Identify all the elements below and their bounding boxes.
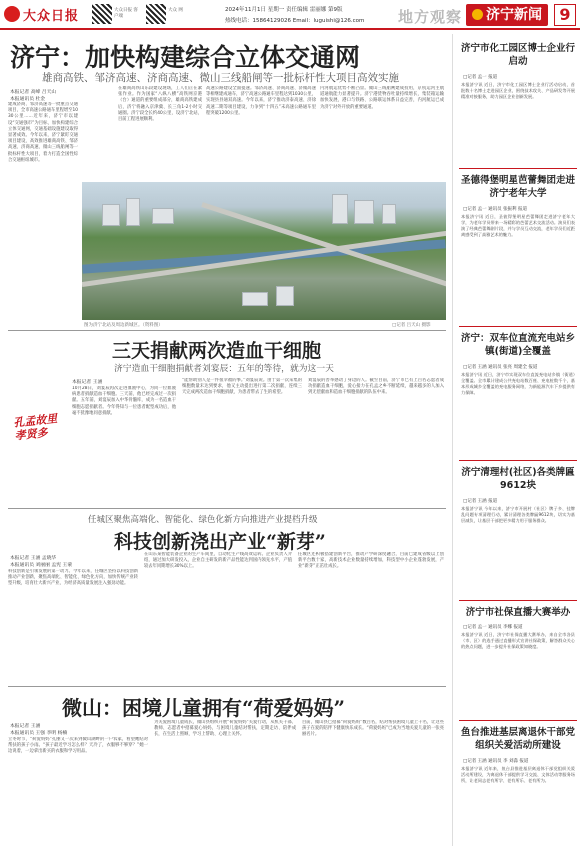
photo-building [276, 286, 294, 306]
sidebar-headline: 圣德得堡明星芭蕾舞团走进济宁老年大学 [460, 175, 575, 199]
sidebar-headline: 济宁清理村(社区)各类牌匾9612块 [461, 467, 575, 491]
tech-byline: 本报记者 王涵 孟晓华 [10, 556, 57, 561]
lead-subtitle: 雄商高铁、邹济高速、济商高速、微山三线船闸等一批标杆性大项目高效实施 [42, 72, 399, 84]
sidebar-divider [459, 326, 577, 327]
tech-kicker: 任城区聚焦高端化、智能化、绿色化新方向推进产业提档升级 [88, 515, 318, 525]
lotus-text-col-2: 为关爱困境儿童成长，微山县组织开展“荷爱妈妈”关爱行动，从机关干部、教师、志愿者中招募爱心妈妈，与困境儿童结对帮扶，定期走访、陪伴成长，在生活上照顾、学习上帮助、心理上关怀。 [154, 720, 296, 738]
logo-icon [4, 6, 20, 22]
divider [8, 330, 446, 331]
lotus-headline: 微山：困境儿童拥有“荷爱妈妈” [62, 696, 346, 720]
lead-text-col-3: 高速公路建设全面提速。邹济高速、济商高速、济微高速等相继建成通车，济宁高速公路通车里程达到1030公里，实现县县通双高速。今年以来，济宁推动济泰高速、济徐高速二期等项目建设，力争到“十四五”末高速公路通车里程突破1200公里。 [206, 86, 316, 116]
lead-byline-2: 本报通讯员 杜金 [10, 97, 46, 102]
qr-label: 大众 网 [168, 8, 183, 13]
dateline: 2024年11月1日 星期一 责任编辑 雷丽娜 第9版 [225, 7, 343, 13]
sidebar-text: 本报济宁讯 近日，济宁市实现双车位直流充电站乡镇（街道）全覆盖。全市累计建成公共充电站数百座、充电桩数千个，基本形成城乡全覆盖的充电服务网络，为新能源汽车下乡提供有力保障。 [461, 372, 575, 395]
qr-code-icon [146, 4, 166, 24]
lotus-byline: 本报记者 王涵 [10, 724, 41, 729]
lotus-byline-2: 本报通讯员 王强 李明 杨楠 [10, 731, 68, 736]
sidebar-text: 本报济宁讯 近日，圣彼得堡明星芭蕾舞团走进济宁老年大学，为老年学员带来一场精彩的芭蕾艺术交流活动。演员们表演了经典芭蕾舞剧片段，并与学员互动交流，老年学员们近距离感受到了高雅艺术的魅力。 [461, 214, 575, 237]
blood-text-col-3: 刘宴辰的善举感动了身边的人。截至目前，济宁市已有上百名志愿者成功捐献造血干细胞，爱心接力在孔孟之乡不断延续，越来越多的人加入到无偿献血和造血干细胞捐献的队伍中来。 [308, 378, 444, 396]
lead-text-col-1: 建成济商、邹济高速等一批重点交通项目，全市高速公路通车里程增至1030公里……近年来，济宁市以建设“交通强市”为目标，加快构建综合立体交通网，交通基础设施建设取得显著成效。今年以来，济宁紧盯交通项目建设，高效推进雄商高铁、邹济高速、济商高速、微山三线船闸等一批标杆性大项目，着力打造全国性综合交通枢纽城市。 [8, 102, 78, 163]
sidebar-headline: 济宁：双车位直流充电站乡镇(街道)全覆盖 [460, 333, 575, 357]
lead-photo [82, 182, 446, 320]
sidebar-text: 本报济宁讯 今年以来，济宁市开展村（社区）牌子多、挂牌乱问题专项清理行动，累计清理各类牌匾9612块，切实为基层减负，让基层干部把更多精力用于服务群众。 [461, 506, 575, 523]
blood-headline: 三天捐献两次造血干细胞 [112, 340, 322, 362]
sidebar-headline: 鱼台推进基层离退休干部党组织关爱活动所建设 [460, 727, 575, 751]
sidebar-byline: □记者 孟一 通讯员 张振利 报道 [463, 207, 527, 212]
blood-byline: 本报记者 王涵 [72, 380, 103, 385]
page-number: 9 [554, 4, 576, 26]
lead-byline: 本报记者 高峰 吕天山 [10, 90, 57, 95]
masthead [0, 0, 580, 30]
sidebar-text: 本报济宁讯 近年来，鱼台县推进基层离退休干部党组织关爱活动所建设，为离退休干部提供学习交流、文体活动等服务场所，让老同志老有所学、老有所乐、老有所为。 [461, 766, 575, 783]
column-kicker: 孔孟故里 孝贤多 [12, 412, 58, 443]
sun-icon [472, 9, 483, 20]
qr-code-icon [92, 4, 112, 24]
photo-road [82, 229, 446, 287]
photo-building [242, 292, 268, 306]
lead-photo-credit: □记者 吕天山 摄影 [392, 323, 431, 328]
logo-text: 大众日报 [23, 8, 80, 24]
sidebar-byline: □记者 王涵 通讯员 李 刘淼 报道 [463, 759, 529, 764]
sidebar-byline: □记者 王涵 报道 [463, 499, 498, 504]
sidebar [452, 34, 580, 846]
photo-building [354, 200, 374, 224]
hotline: 热线电话：15864129026 Email：luguishi@126.com [225, 18, 365, 24]
divider [8, 508, 446, 509]
lead-text-col-4: 内河航运优势不断凸显。微山三线船闸建成投用，京杭运河主航道通航能力显著提升。济宁港货物吞吐量持续增长，集装箱运输加快发展，港口与铁路、公路联运体系日益完善，内河航运已成为济宁对外开放的重要通道。 [320, 86, 444, 110]
lead-headline: 济宁：加快构建综合立体交通网 [10, 43, 361, 72]
section-name: 济宁新闻 [466, 4, 548, 26]
lotus-text-col-1: 立冬时节，“荷爱妈妈”孔丽又一次来到微山湖畔的一户农家，看望她结对帮扶的孩子小雨。“孩子最近学习怎么样？天冷了，衣服够不够穿？”她一边说着，一边拿出新买的衣服和学习用品。 [8, 737, 148, 755]
sidebar-divider [459, 460, 577, 461]
qr-label: 大众日报 客户端 [114, 8, 138, 19]
lotus-text-col-3: 目前，微山县已招募“荷爱妈妈”数百名，结对帮扶困境儿童上千名，让这些孩子在爱的陪伴下健康快乐成长。“荷爱妈妈”已成为当地关爱儿童的一张亮丽名片。 [302, 720, 444, 738]
newspaper-logo [4, 4, 79, 24]
divider [8, 686, 446, 687]
lead-photo-caption: 图为济宁北站及周边新城区。（资料图） [84, 323, 163, 328]
blood-text-col-2: “能帮助别人是一件很幸福的事。”刘宴辰说。由于第一次采集的细胞数量未达到要求，他又主动提出进行第二次捐献，连续三天完成两次造血干细胞捐献，为患者带去了生的希望。 [182, 378, 302, 396]
sidebar-text: 本报济宁讯 近日，济宁市社保直播大赛举办，来自全市各县（市、区）的选手通过直播形式宣讲社保政策，解答群众关心的热点问题，进一步提升社保政策知晓度。 [461, 632, 575, 649]
sidebar-headline: 济宁市化工园区博士企业行启动 [460, 43, 575, 67]
sidebar-divider [459, 168, 577, 169]
blood-subtitle: 济宁造血干细胞捐献者刘宴辰：五年的等待，就为这一天 [114, 364, 334, 374]
photo-building [152, 208, 174, 224]
photo-building [382, 204, 396, 224]
tech-headline: 科技创新浇出产业“新芽” [114, 531, 326, 553]
tech-text-col-2: 在山东某智能装备企业的生产车间里，自动化生产线高效运转。企业负责人介绍，通过加大研发投入，企业自主研发的新产品性能达到国内领先水平，产值较去年同期增长30%以上。 [144, 552, 292, 570]
sidebar-byline: □记者 孟一 通讯员 李娜 报道 [463, 625, 523, 630]
tech-text-col-3: 任城区还积极搭建创新平台，推动产学研深度融合，目前已建成省级以上创新平台数十家，高新技术企业数量持续增加，科技型中小企业蓬勃发展，产业“新芽”正茁壮成长。 [298, 552, 444, 570]
blood-text-col-1: 10月28日，刘宴辰再次走进血液中心，为同一位血液病患者捐献造血干细胞。三天前，他已经完成过一次捐献。五年前，刘宴辰加入中华骨髓库，成为一名造血干细胞志愿捐献者。今年得知与一位患者配型成功后，他毫不犹豫地同意捐献。 [72, 386, 176, 416]
sidebar-divider [459, 720, 577, 721]
sidebar-text: 本报济宁讯 近日，济宁市化工园区博士企业行活动启动，首批数十名博士走进园区企业，围绕技术攻关、产品研发等开展精准对接服务，助力园区企业创新发展。 [461, 82, 575, 99]
section-title: 地方观察 [398, 8, 463, 26]
photo-building [102, 204, 120, 226]
lead-text-col-2: 在雄商高铁山东段建设现场，工人们正在紧张作业。作为国家“八纵八横”高铁网京港（台）通道的重要组成部分，雄商高铁建成后，济宁将融入京津冀、长三角1-2小时交通圈。济宁段全长约40公里，设济宁北站，目前工程进展顺利。 [118, 86, 202, 123]
photo-building [332, 194, 348, 224]
tech-byline-2: 本报通讯员 刘丽丽 孟宪 王蒙 [10, 563, 73, 568]
sidebar-byline: □记者 孟一 报道 [463, 75, 498, 80]
sidebar-headline: 济宁市社保直播大赛举办 [465, 607, 571, 618]
main-column [0, 34, 449, 846]
sidebar-byline: □记者 王涵 通讯员 张亮 周建全 报道 [463, 365, 538, 370]
sidebar-divider [459, 600, 577, 601]
tech-text-col-1: 科技创新是引领发展的第一动力。今年以来，任城区坚持以科技创新推动产业创新，聚焦高端化、智能化、绿色化方向，加快传统产业转型升级，培育壮大新兴产业，为经济高质量发展注入强劲动能。 [8, 569, 138, 587]
photo-building [126, 198, 140, 226]
